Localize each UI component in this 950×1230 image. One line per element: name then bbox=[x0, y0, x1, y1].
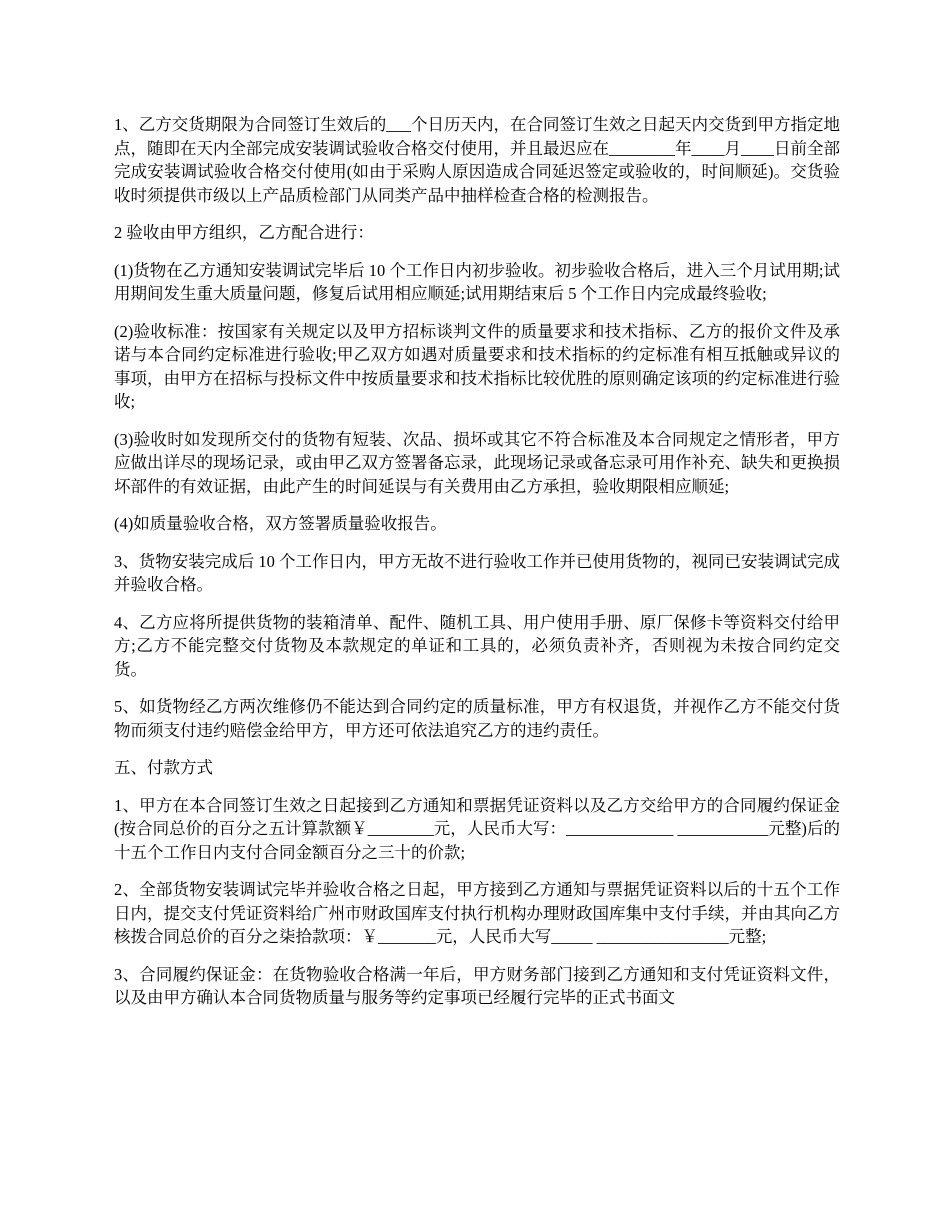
paragraph-delivery-term: 1、乙方交货期限为合同签订生效后的___个日历天内，在合同签订生效之日起天内交货到甲方指定地点，随即在天内全部完成安装调试验收合格交付使用，并且最迟应在________年____月____日前全部完成安装调试验收合格交付使用(如由于采购人原因造成合同延迟签定或验收的，时间顺延)。交货验收时须提供市级以上产品质检部门从同类产品中抽样检查合格的检测报告。 bbox=[114, 115, 840, 205]
paragraph-payment-1: 1、甲方在本合同签订生效之日起接到乙方通知和票据凭证资料以及乙方交给甲方的合同履约保证金(按合同总价的百分之五计算款额￥________元，人民币大写：_____________ ___________元整)后的十五个工作日内支付合同金额百分之三十的价款; bbox=[114, 795, 840, 862]
section-heading-payment: 五、付款方式 bbox=[114, 758, 213, 777]
paragraph-payment-2: 2、全部货物安装调试完毕并验收合格之日起，甲方接到乙方通知与票据凭证资料以后的十五个工作日内，提交支付凭证资料给广州市财政国库支付执行机构办理财政国库集中支付手续，并由其向乙方核拨合同总价的百分之柒拾款项：￥_______元，人民币大写_____ ________________元整; bbox=[114, 880, 840, 946]
paragraph-acceptance-item-3: (3)验收时如发现所交付的货物有短装、次品、损坏或其它不符合标准及本合同规定之情形者，甲方应做出详尽的现场记录，或由甲乙双方签署备忘录，此现场记录或备忘录可用作补充、缺失和更换损坏部件的有效证据，由此产生的时间延误与有关费用由乙方承担，验收期限相应顺延; bbox=[114, 429, 840, 496]
paragraph-clause-3: 3、货物安装完成后 10 个工作日内，甲方无故不进行验收工作并已使用货物的，视同已安装调试完成并验收合格。 bbox=[114, 551, 840, 594]
paragraph-acceptance-intro: 2 验收由甲方组织，乙方配合进行： bbox=[114, 223, 374, 242]
paragraph-acceptance-item-1: (1)货物在乙方通知安装调试完毕后 10 个工作日内初步验收。初步验收合格后，进入三个月试用期;试用期间发生重大质量问题，修复后试用相应顺延;试用期结束后 5 个工作日内完成最终验收; bbox=[114, 260, 840, 303]
paragraph-clause-4: 4、乙方应将所提供货物的装箱清单、配件、随机工具、用户使用手册、原厂保修卡等资料交付给甲方;乙方不能完整交付货物及本款规定的单证和工具的，必须负责补齐，否则视为未按合同约定交货。 bbox=[114, 612, 840, 679]
paragraph-clause-5: 5、如货物经乙方两次维修仍不能达到合同约定的质量标准，甲方有权退货，并视作乙方不能交付货物而须支付违约赔偿金给甲方，甲方还可依法追究乙方的违约责任。 bbox=[114, 697, 840, 740]
paragraph-acceptance-item-2: (2)验收标准：按国家有关规定以及甲方招标谈判文件的质量要求和技术指标、乙方的报价文件及承诺与本合同约定标准进行验收;甲乙双方如遇对质量要求和技术指标的约定标准有相互抵触或异议的事项，由甲方在招标与投标文件中按质量要求和技术指标比较优胜的原则确定该项的约定标准进行验收; bbox=[114, 321, 840, 411]
document-page bbox=[114, 113, 840, 1024]
paragraph-payment-3: 3、合同履约保证金：在货物验收合格满一年后，甲方财务部门接到乙方通知和支付凭证资料文件，以及由甲方确认本合同货物质量与服务等约定事项已经履行完毕的正式书面文 bbox=[114, 964, 840, 1007]
paragraph-acceptance-item-4: (4)如质量验收合格，双方签署质量验收报告。 bbox=[114, 514, 447, 533]
